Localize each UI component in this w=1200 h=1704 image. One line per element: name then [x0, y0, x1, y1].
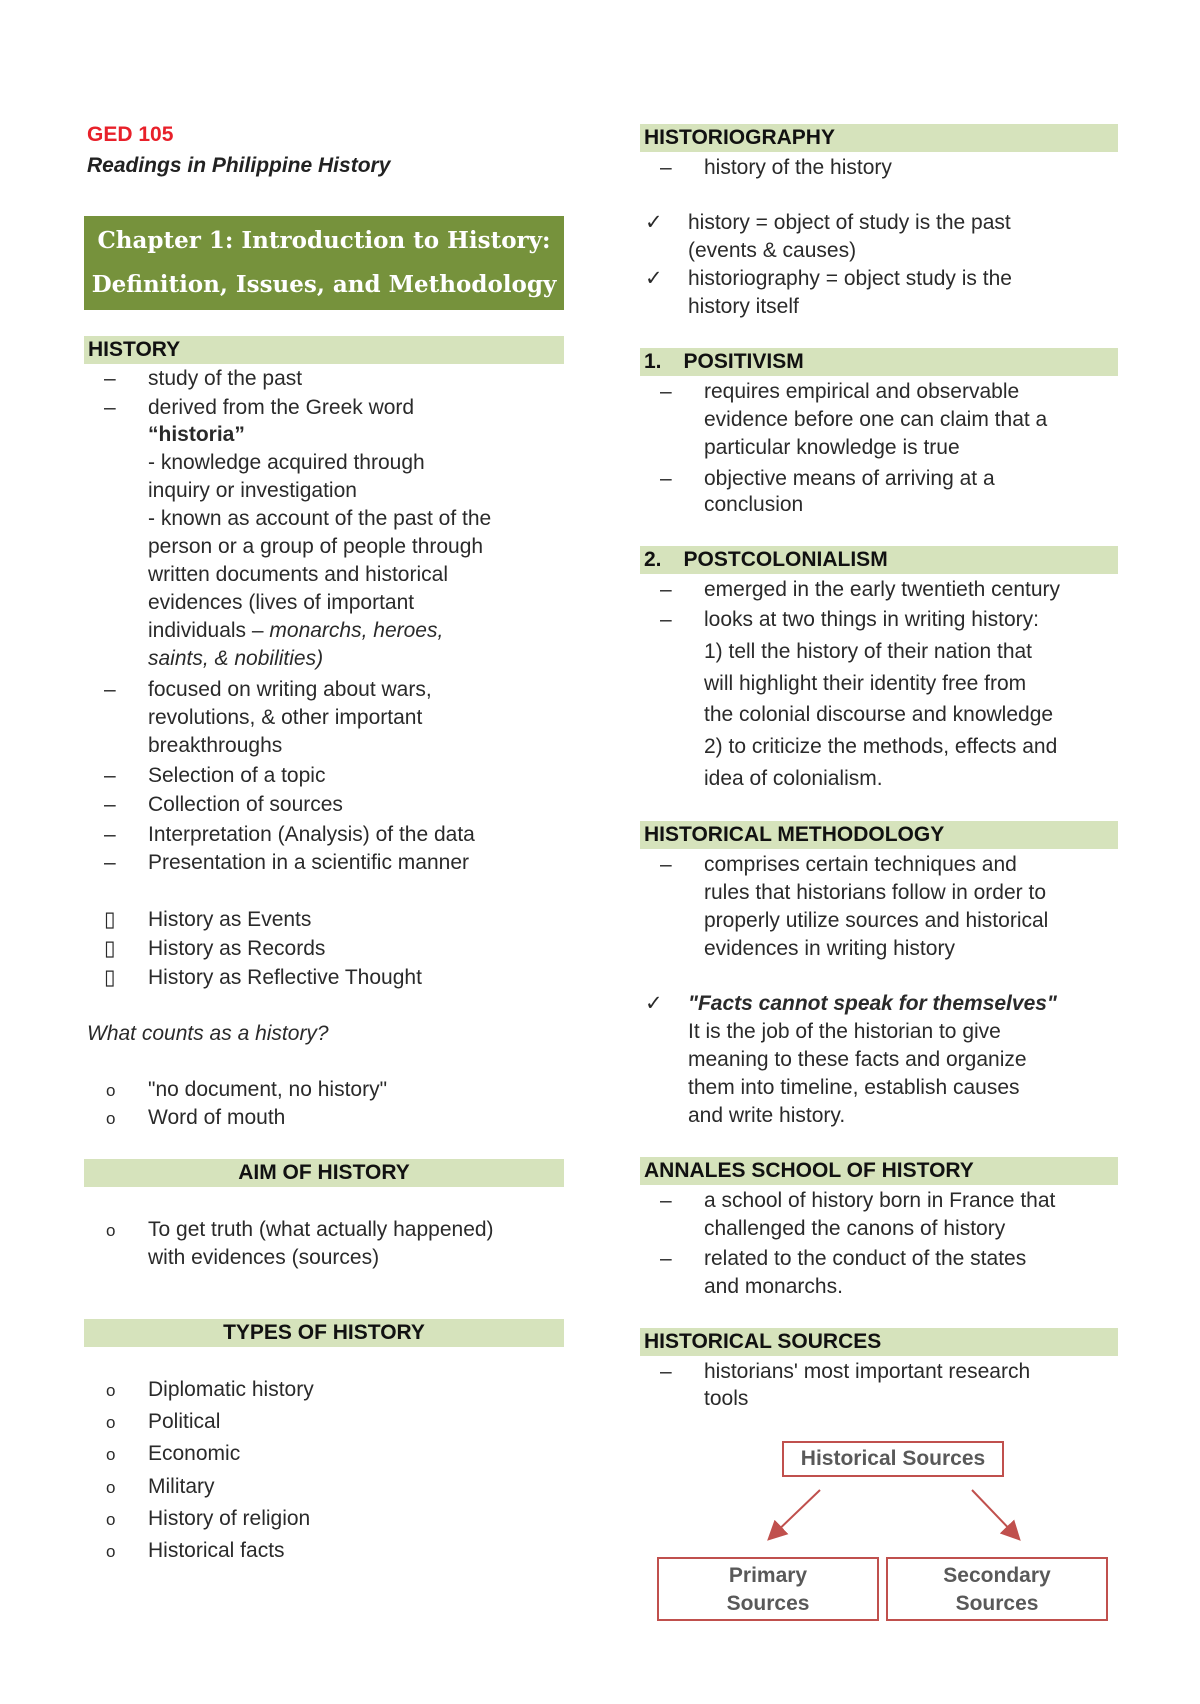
history-item: - known as account of the past of the [148, 507, 492, 530]
dash-glyph: – [660, 1247, 672, 1270]
history-as-item: History as Reflective Thought [148, 966, 422, 989]
historiography-check: history = object of study is the past [688, 211, 1011, 234]
history-as-item: History as Events [148, 908, 312, 931]
types-item: Military [148, 1475, 215, 1498]
types-item: Diplomatic history [148, 1378, 314, 1401]
dash-glyph: – [660, 156, 672, 179]
postcolonialism-line: emerged in the early twentieth century [704, 578, 1061, 601]
historiography-check: (events & causes) [688, 239, 857, 262]
history-item: Interpretation (Analysis) of the data [148, 823, 475, 846]
history-item: individuals – [148, 619, 270, 642]
dash-glyph: – [660, 853, 672, 876]
annales-heading: ANNALES SCHOOL OF HISTORY [640, 1157, 1118, 1185]
annales-line: and monarchs. [704, 1275, 843, 1298]
dash-glyph: – [104, 764, 116, 787]
sources-line: historians' most important research [704, 1360, 1031, 1383]
aim-line: with evidences (sources) [148, 1246, 380, 1269]
methodology-quote-line: and write history. [688, 1104, 846, 1127]
postcolonialism-line: 1) tell the history of their nation that [704, 640, 1033, 663]
dash-glyph: – [660, 467, 672, 490]
history-item: evidences (lives of important [148, 591, 415, 614]
history-item: Collection of sources [148, 793, 343, 816]
methodology-quote-line: meaning to these facts and organize [688, 1048, 1027, 1071]
circle-bullet-icon: o [106, 1478, 116, 1497]
secondary-sources-label-1: Secondary [943, 1564, 1051, 1587]
methodology-heading: HISTORICAL METHODOLOGY [640, 821, 1118, 849]
annales-line: challenged the canons of history [704, 1217, 1006, 1240]
primary-sources-label-1: Primary [728, 1564, 808, 1587]
annales-line: a school of history born in France that [704, 1189, 1056, 1212]
diagram-arrows [760, 1486, 1030, 1546]
sources-line: tools [704, 1387, 749, 1410]
positivism-title: POSITIVISM [683, 350, 804, 373]
dash-glyph: – [660, 1189, 672, 1212]
types-item: History of religion [148, 1507, 311, 1530]
dash-glyph: – [660, 608, 672, 631]
postcolonialism-heading [640, 546, 1118, 574]
postcolonialism-title: POSTCOLONIALISM [683, 548, 888, 571]
positivism-line: requires empirical and observable [704, 380, 1020, 403]
circle-bullet-icon: o [106, 1081, 116, 1100]
chapter-title-line-1: Chapter 1: Introduction to History: [97, 227, 551, 254]
historiography-check: history itself [688, 295, 799, 318]
positivism-line: particular knowledge is true [704, 436, 960, 459]
postcolonialism-line: 2) to criticize the methods, effects and [704, 735, 1058, 758]
course-code: GED 105 [87, 123, 174, 146]
positivism-number: 1. [644, 350, 662, 373]
counts-item: Word of mouth [148, 1106, 286, 1129]
positivism-line: objective means of arriving at a [704, 467, 995, 490]
circle-bullet-icon: o [106, 1381, 116, 1400]
check-icon: ✓ [645, 211, 663, 234]
circle-bullet-icon: o [106, 1413, 116, 1432]
postcolonialism-line: looks at two things in writing history: [704, 608, 1039, 631]
historiography-def: history of the history [704, 156, 892, 179]
aim-line: To get truth (what actually happened) [148, 1218, 494, 1241]
check-icon: ✓ [645, 992, 663, 1015]
history-item-historia: “historia” [148, 423, 245, 446]
circle-bullet-icon: o [106, 1221, 116, 1240]
annales-line: related to the conduct of the states [704, 1247, 1027, 1270]
history-item: breakthroughs [148, 734, 283, 757]
dash-glyph: – [660, 1360, 672, 1383]
postcolonialism-line: will highlight their identity free from [704, 672, 1027, 695]
primary-sources-box [657, 1557, 879, 1621]
types-item: Economic [148, 1442, 241, 1465]
dash-glyph: – [104, 823, 116, 846]
types-heading: TYPES OF HISTORY [84, 1319, 564, 1347]
dash-glyph: – [104, 678, 116, 701]
box-bullet-icon: ▯ [104, 937, 116, 960]
historical-sources-box: Historical Sources [782, 1441, 1004, 1477]
history-item: revolutions, & other important [148, 706, 423, 729]
history-item: - knowledge acquired through [148, 451, 425, 474]
history-item: Selection of a topic [148, 764, 326, 787]
methodology-line: comprises certain techniques and [704, 853, 1017, 876]
history-item: study of the past [148, 367, 303, 390]
history-as-item: History as Records [148, 937, 326, 960]
history-item-italic: monarchs, heroes, [269, 619, 444, 642]
box-bullet-icon: ▯ [104, 908, 116, 931]
history-item: focused on writing about wars, [148, 678, 432, 701]
check-icon: ✓ [645, 267, 663, 290]
aim-heading: AIM OF HISTORY [84, 1159, 564, 1187]
history-item: written documents and historical [148, 563, 448, 586]
types-item: Political [148, 1410, 221, 1433]
postcolonialism-line: idea of colonialism. [704, 767, 883, 790]
history-heading: HISTORY [84, 336, 564, 364]
primary-sources-label-2: Sources [726, 1592, 810, 1615]
positivism-line: conclusion [704, 493, 804, 516]
historiography-check: historiography = object study is the [688, 267, 1012, 290]
chapter-title-line-2: Definition, Issues, and Methodology [91, 271, 557, 298]
sources-heading: HISTORICAL SOURCES [640, 1328, 1118, 1356]
dash-glyph: – [104, 396, 116, 419]
circle-bullet-icon: o [106, 1510, 116, 1529]
history-item: inquiry or investigation [148, 479, 357, 502]
arrow-to-secondary [972, 1490, 1018, 1538]
secondary-sources-label-2: Sources [955, 1592, 1039, 1615]
methodology-line: evidences in writing history [704, 937, 955, 960]
counts-question: What counts as a history? [87, 1022, 329, 1045]
chapter-title-box [84, 216, 564, 310]
positivism-heading [640, 348, 1118, 376]
dash-glyph: – [104, 793, 116, 816]
secondary-sources-box [886, 1557, 1108, 1621]
arrow-to-primary [770, 1490, 820, 1538]
history-item: Presentation in a scientific manner [148, 851, 469, 874]
circle-bullet-icon: o [106, 1109, 116, 1128]
postcolonialism-number: 2. [644, 548, 662, 571]
postcolonialism-line: the colonial discourse and knowledge [704, 703, 1054, 726]
course-title: Readings in Philippine History [87, 154, 391, 177]
methodology-quote-line: It is the job of the historian to give [688, 1020, 1001, 1043]
methodology-quote-line: them into timeline, establish causes [688, 1076, 1020, 1099]
box-bullet-icon: ▯ [104, 966, 116, 989]
counts-item: "no document, no history" [148, 1078, 388, 1101]
circle-bullet-icon: o [106, 1542, 116, 1561]
dash-glyph: – [104, 851, 116, 874]
methodology-quote: "Facts cannot speak for themselves" [688, 992, 1057, 1015]
circle-bullet-icon: o [106, 1445, 116, 1464]
history-item-line [148, 617, 443, 644]
dash-glyph: – [660, 380, 672, 403]
methodology-line: properly utilize sources and historical [704, 909, 1049, 932]
history-item: derived from the Greek word [148, 396, 415, 419]
positivism-line: evidence before one can claim that a [704, 408, 1048, 431]
history-item-italic: saints, & nobilities) [148, 647, 324, 670]
historiography-heading: HISTORIOGRAPHY [640, 124, 1118, 152]
dash-glyph: – [104, 367, 116, 390]
history-item: person or a group of people through [148, 535, 484, 558]
methodology-line: rules that historians follow in order to [704, 881, 1046, 904]
types-item: Historical facts [148, 1539, 285, 1562]
dash-glyph: – [660, 578, 672, 601]
